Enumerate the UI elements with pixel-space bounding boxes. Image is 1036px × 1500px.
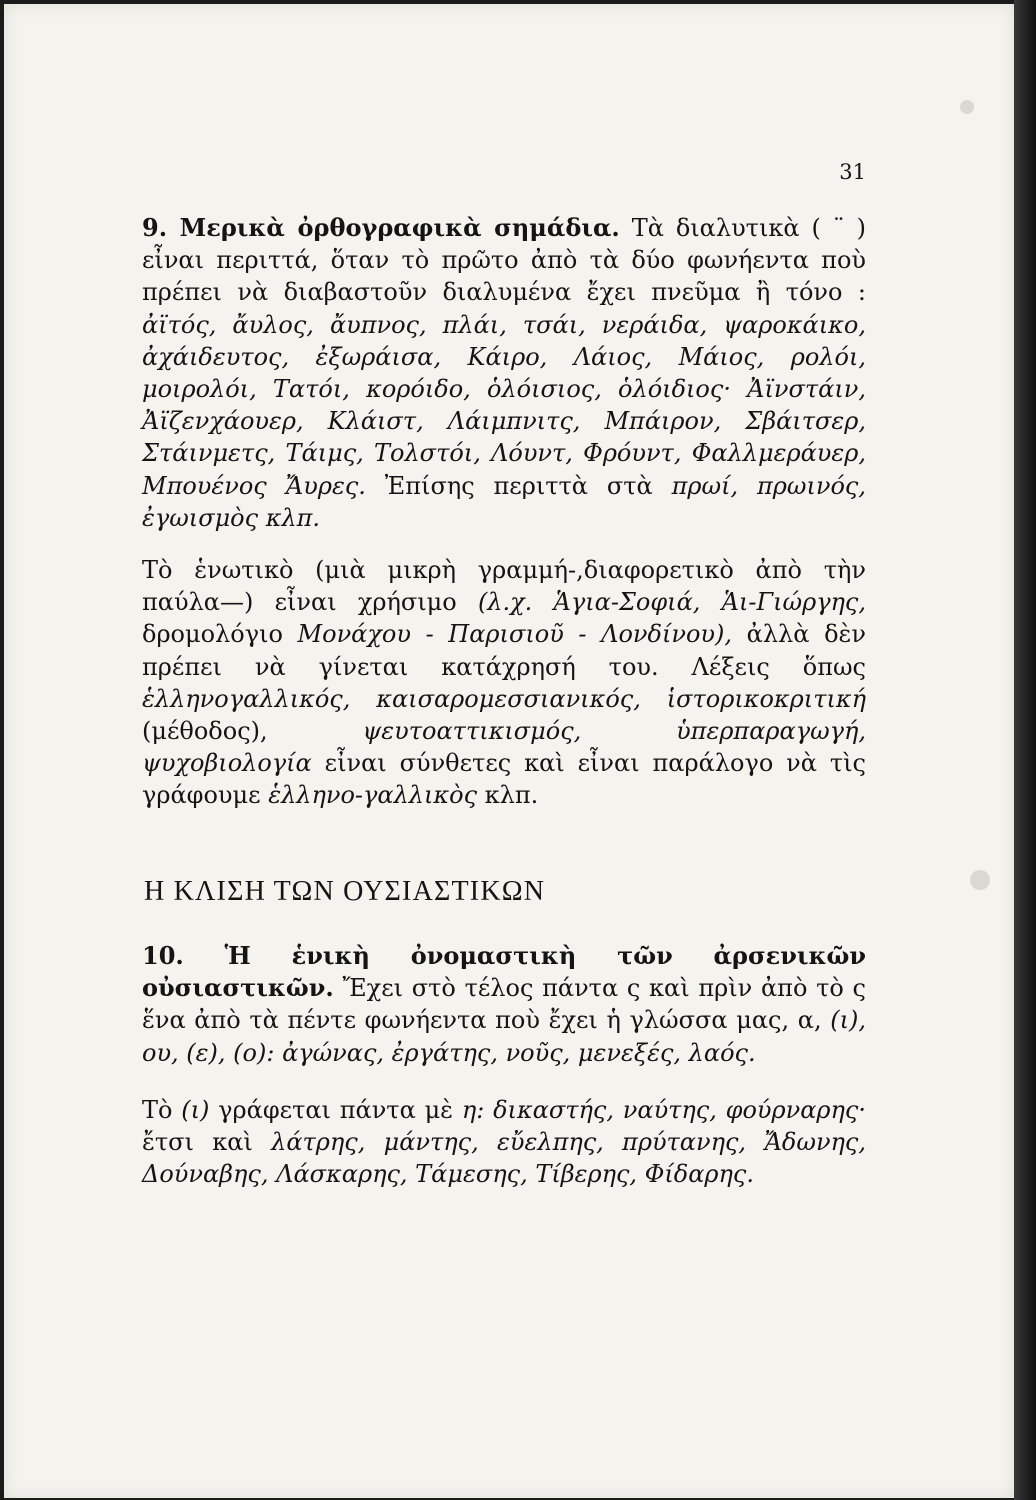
scan-shadow-edge [1014,0,1036,1500]
section-10-text: Ἔχει στὸ τέλος πάντα ς καὶ πρὶν ἀπὸ τὸ ς ἕνα ἀπὸ τὰ πέντε φωνήεντα ποὺ ἔχει ἡ γλώσσα μας, α, [142,974,866,1035]
book-page [4,4,1014,1498]
hyphen-examples-5: ἑλληνο-γαλλικὸς [268,781,478,810]
section-10-paragraph [142,940,866,1069]
page-number: 31 [839,160,866,184]
hyphen-examples-1: (λ.χ. Ἁγια-Σοφιά, Ἁι-Γιώργης, [477,588,867,617]
hyphen-text-4: (μέθοδος), [142,717,268,746]
iota-paragraph [142,1094,866,1191]
section-9-tail-examples: πρωί, πρωινός, ἐγωισμὸς κλπ. [142,471,866,532]
chapter-heading: Η ΚΛΙΣΗ ΤΩΝ ΟΥΣΙΑΣΤΙΚΩΝ [144,876,546,907]
hyphen-text-2: δρομολόγιο [142,620,283,649]
eta-letter: η: [461,1096,485,1124]
section-9-text: Τὰ διαλυτικὰ ( ¨ ) εἶναι περιττά, ὅταν τὸ πρῶτο ἀπὸ τὰ δύο φωνήεντα ποὺ πρέπει νὰ διαβαστοῦν διαλυμένα ἔχει πνεῦμα ἢ τόνο : [142,214,866,307]
hyphen-text-1: Τὸ ἑνωτικὸ (μιὰ μικρὴ γραμμή-,διαφορετικὸ ἀπὸ τὴν παύλα—) εἶναι χρήσιμο [142,556,866,617]
hyphen-paragraph [142,554,866,812]
section-9-paragraph [142,212,866,534]
iota-letter: (ι) [181,1096,210,1124]
section-10-vowels: (ι), ου, (ε), (ο): [142,1006,866,1067]
section-9-tail-text: Ἐπίσης περιττὰ στὰ [384,471,653,500]
section-10-examples: ἀγώνας, ἐργάτης, νοῦς, μενεξές, λαός. [282,1038,756,1067]
section-9-lead: 9. Μερικὰ ὀρθογραφικὰ σημάδια. [142,213,620,242]
hyphen-text-6: κλπ. [484,781,539,810]
hyphen-examples-4: ψευτοαττικισμός, ὑπερπαραγωγή, ψυχοβιολογία [142,717,866,778]
section-10-lead: 10. Ἡ ἑνικὴ ὀνομαστικὴ τῶν ἀρσενικῶν οὐσιαστικῶν. [142,941,866,1003]
iota-examples-2: λάτρης, μάντης, εὔελπης, πρύτανης, Ἄδωνης, Δούναβης, Λάσκαρης, Τάμεσης, Τίβερης, Φίδαρης. [142,1128,866,1189]
hyphen-text-5: εἶναι σύνθετες καὶ εἶναι παράλογο νὰ τὶς γράφουμε [142,749,866,810]
iota-text-3: ἔτσι καὶ [142,1128,253,1157]
iota-text-2: γράφεται πάντα μὲ [218,1096,454,1124]
hyphen-examples-3: ἑλληνογαλλικός, καισαρομεσσιανικός, ἱστορικοκριτική [142,684,866,713]
section-9-examples: ἀϊτός, ἄυλος, ἄυπνος, πλάι, τσάι, νεράιδα, ψαροκάικο, ἀχάιδευτος, ἐξωράισα, Κάιρο, Λάιος, Μάιος, ρολόι, μοιρολόι, Τατόι, κορόιδο, ὁλόισιος, ὁλόιδιος· Ἀϊνστάιν, Ἀϊζενχάουερ, Κλάιστ, Λάιμπνιτς, Μπάιρον, Σβάιτσερ, Στάινμετς, Τάιμς, Τολστόι, Λόυντ, Φρόυντ, Φαλλμεράυερ, Μπουένος Ἄυρες. [142,310,866,500]
iota-examples-1: δικαστής, ναύτης, φούρναρης· [493,1096,866,1124]
paper-speck [960,100,974,114]
paper-speck [970,870,990,890]
hyphen-text-3: ἀλλὰ δὲν πρέπει νὰ γίνεται κατάχρησή του. Λέξεις ὅπως [142,620,866,681]
iota-text-1: Τὸ [142,1096,173,1124]
hyphen-examples-2: Μονάχου - Παρισιοῦ - Λονδίνου), [297,620,732,649]
